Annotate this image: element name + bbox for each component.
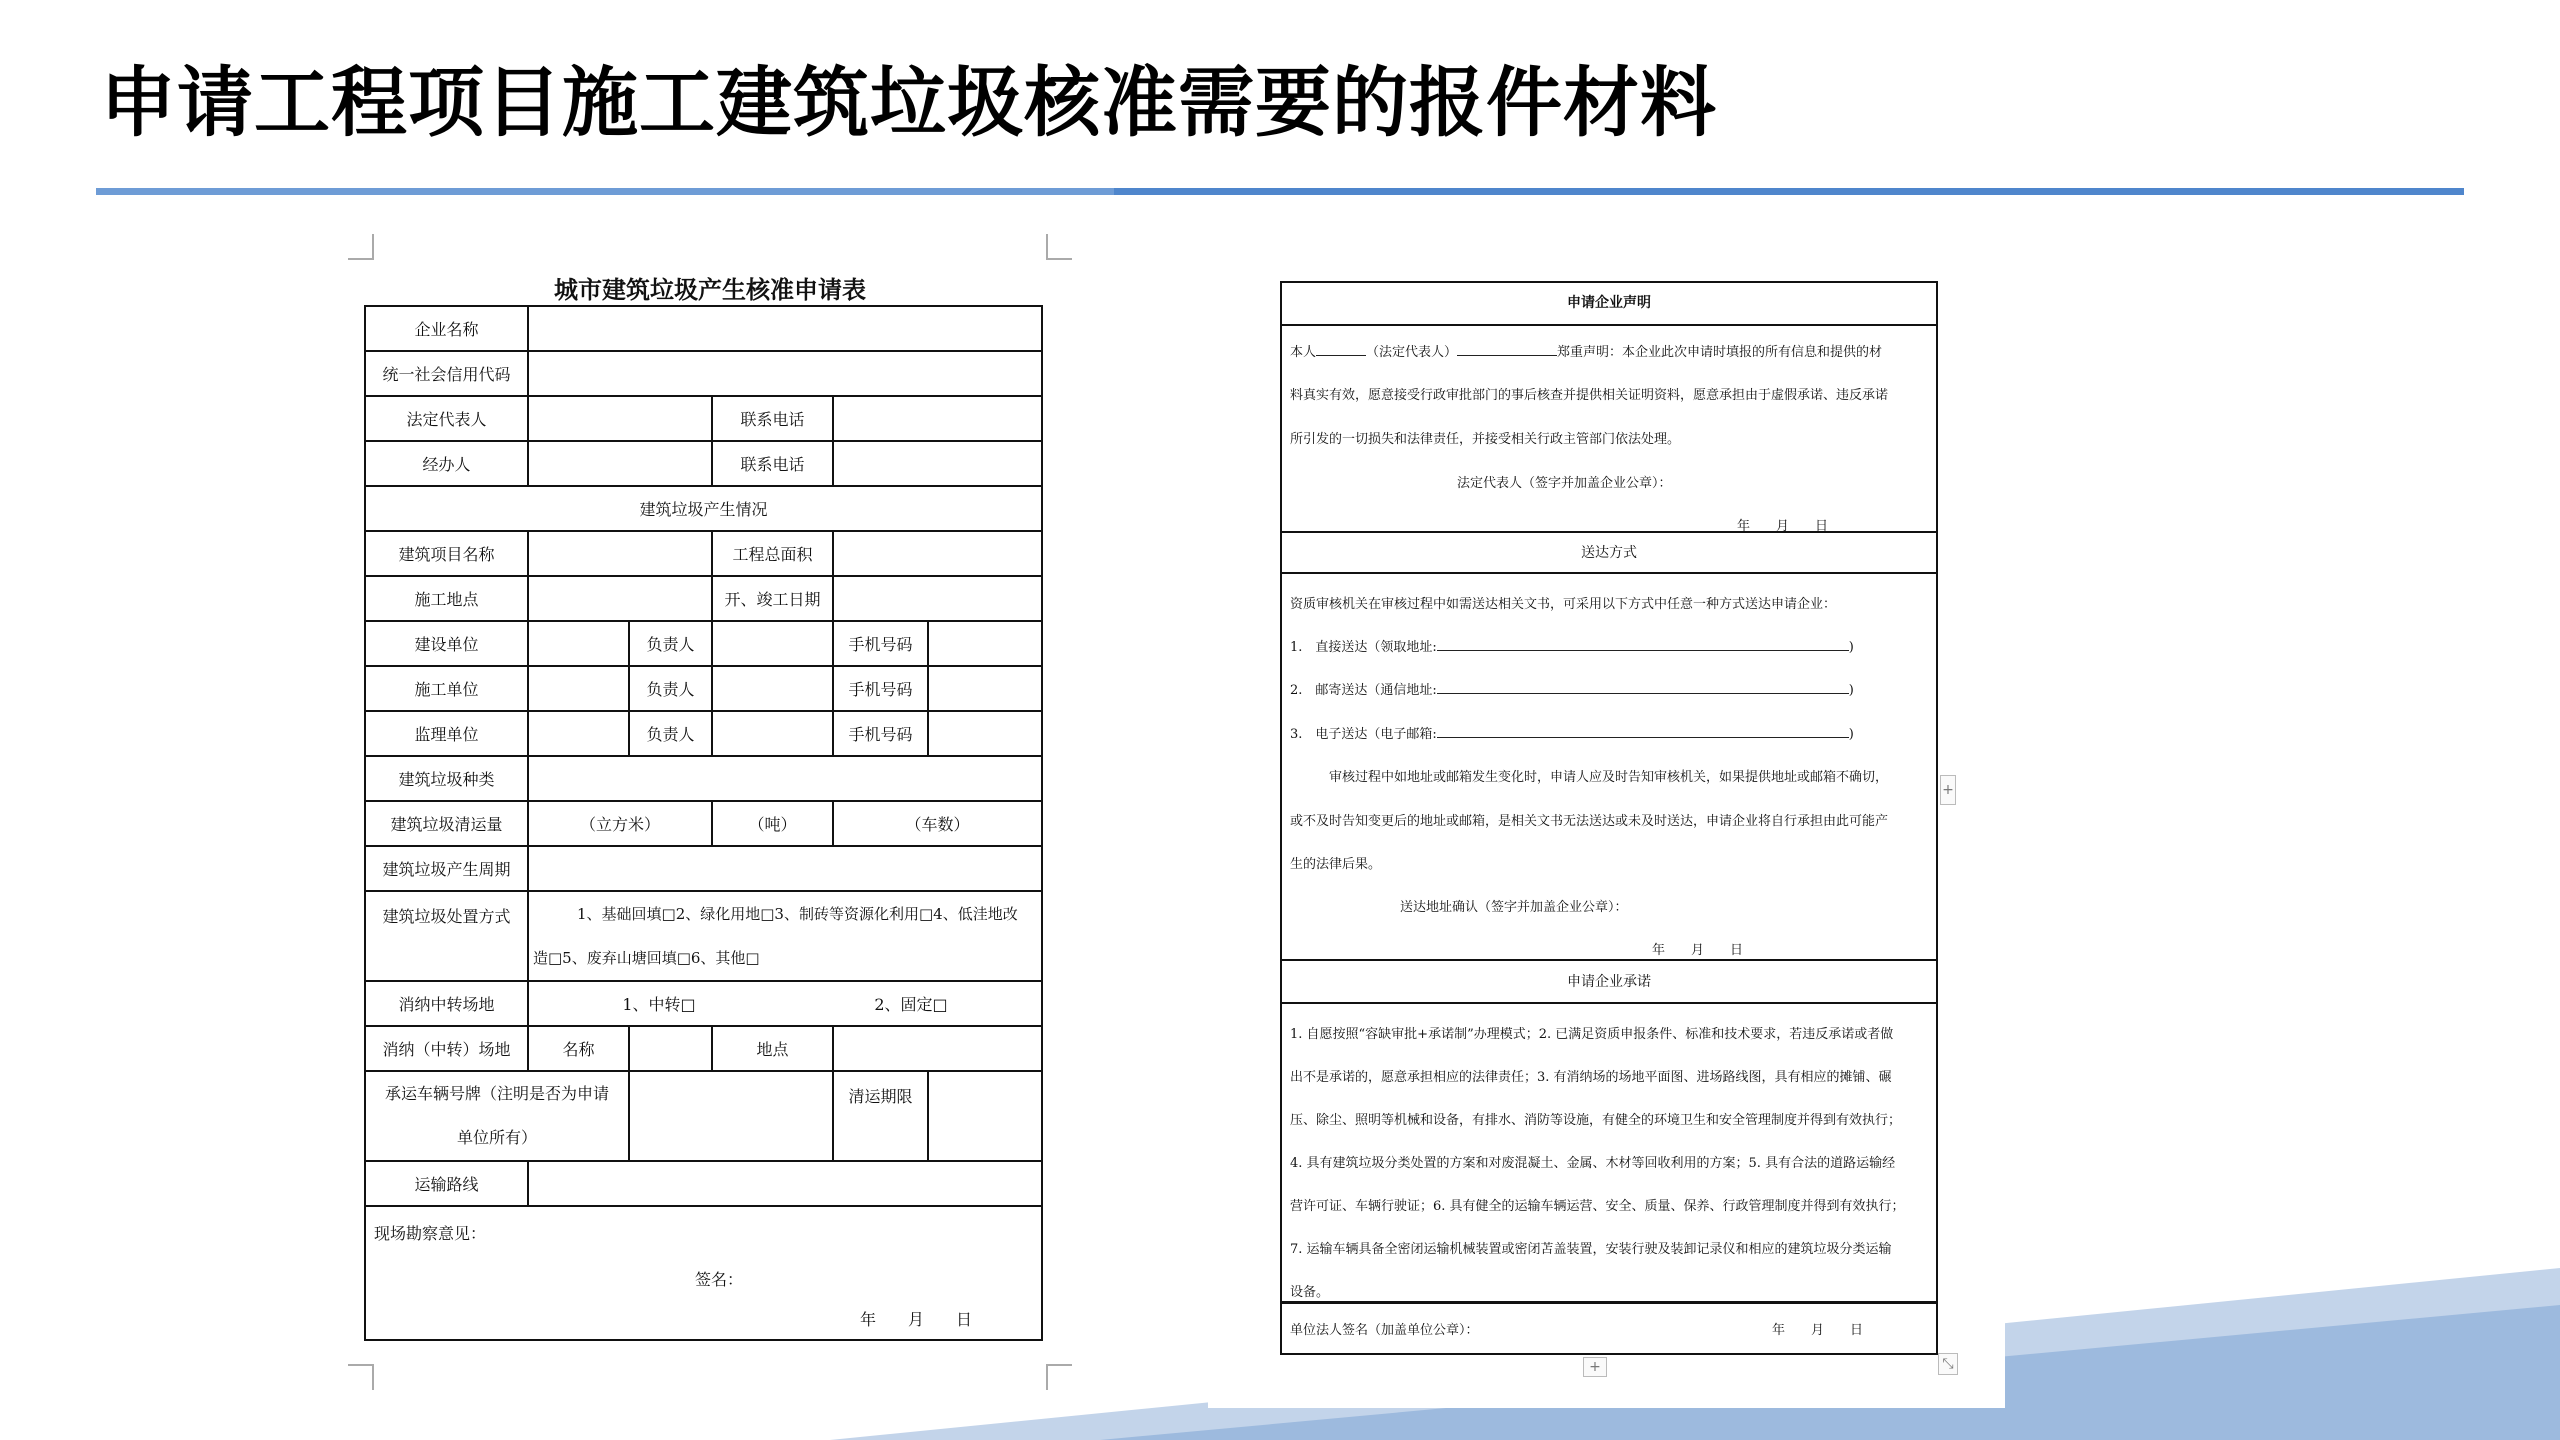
value-cell (833, 396, 1042, 441)
label: 施工地点 (365, 576, 528, 621)
value-cell (528, 666, 629, 711)
text-line: 压、除尘、照明等机械和设备，有排水、消防等设施，有健全的环境卫生和安全管理制度并得到有效执行； (1290, 1113, 1902, 1128)
disposal-line: 1、基础回填□2、绿化用地□3、制砖等资源化利用□4、低洼地改 (577, 905, 1018, 923)
value-cell (928, 621, 1042, 666)
section-header: 申请企业声明 (1282, 283, 1936, 326)
label: 建设单位 (365, 621, 528, 666)
label: 单位所有） (456, 1128, 537, 1147)
text-line: 或不及时告知变更后的地址或邮箱，是相关文书无法送达或未及时送达，申请企业将自行承担由此可能产 (1290, 814, 1889, 829)
label: 建筑垃圾种类 (365, 756, 528, 801)
value-cell (528, 1161, 1042, 1206)
text-line: 出不是承诺的，愿意承担相应的法律责任；3. 有消纳场的场地平面图、进场路线图，具有相应的摊铺、碾 (1290, 1070, 1892, 1085)
label: 建筑项目名称 (365, 531, 528, 576)
text-line: 审核过程中如地址或邮箱发生变化时，申请人应及时告知审核机关，如果提供地址或邮箱不确切， (1290, 770, 1889, 785)
option-transfer: 1、中转□ (622, 995, 696, 1014)
value-cell (528, 441, 712, 486)
section-header: 送达方式 (1282, 531, 1936, 574)
value-cell (833, 441, 1042, 486)
signature-label: 单位法人签名（加盖单位公章）： (1290, 1323, 1479, 1338)
label: 建筑垃圾产生周期 (365, 846, 528, 891)
date-label: 年 月 日 (1652, 943, 1744, 958)
signature-label: 法定代表人（签字并加盖企业公章）： (1457, 476, 1672, 491)
value-cell (629, 1071, 833, 1161)
label: 清运期限 (833, 1071, 928, 1161)
text-line: 料真实有效，愿意接受行政审批部门的事后核查并提供相关证明资料，愿意承担由于虚假承诺、违反承诺 (1290, 388, 1889, 403)
value-cell (712, 711, 833, 756)
survey-cell (365, 1206, 1042, 1340)
label: 名称 (528, 1026, 629, 1071)
label: 企业名称 (365, 306, 528, 351)
label: 负责人 (629, 621, 712, 666)
section-header: 申请企业承诺 (1282, 959, 1936, 1004)
unit-trucks: （车数） (833, 801, 1042, 846)
value-cell (528, 756, 1042, 801)
label: 监理单位 (365, 711, 528, 756)
resize-handle-icon[interactable]: ⤡ (1938, 1353, 1958, 1375)
label: 经办人 (365, 441, 528, 486)
label: 法定代表人 (365, 396, 528, 441)
value-cell (833, 1026, 1042, 1071)
label: 消纳（中转）场地 (365, 1026, 528, 1071)
label: 联系电话 (712, 396, 833, 441)
delivery-method: 3. 电子送达（电子邮箱: ) (1290, 727, 1854, 742)
value-cell (712, 621, 833, 666)
label: 联系电话 (712, 441, 833, 486)
label: 承运车辆号牌（注明是否为申请 (384, 1084, 609, 1103)
section-header: 建筑垃圾产生情况 (365, 486, 1042, 531)
value-cell (528, 621, 629, 666)
text-line: 本人 （法定代表人） 郑重声明：本企业此次申请时填报的所有信息和提供的材 (1290, 345, 1883, 360)
value-cell (928, 666, 1042, 711)
title-divider (96, 188, 2464, 195)
value-cell (629, 1026, 712, 1071)
sign-label: 签名： (695, 1270, 744, 1289)
value-cell (528, 846, 1042, 891)
delivery-method: 1. 直接送达（领取地址: ) (1290, 640, 1854, 655)
text-line: 1. 自愿按照“容缺审批+承诺制”办理模式；2. 已满足资质申报条件、标准和技术要求，若违反承诺或者做 (1290, 1027, 1894, 1042)
unit-cubic: （立方米） (528, 801, 712, 846)
text-line: 4. 具有建筑垃圾分类处置的方案和对废混凝土、金属、木材等回收利用的方案；5. 具有合法的道路运输经 (1290, 1156, 1896, 1171)
date-label: 年 月 日 (1737, 519, 1829, 534)
signature-label: 送达地址确认（签字并加盖企业公章）： (1400, 900, 1628, 915)
text-line: 设备。 (1290, 1285, 1330, 1300)
page-corner-mark (1046, 234, 1072, 260)
option-fixed: 2、固定□ (874, 995, 948, 1014)
value-cell (528, 351, 1042, 396)
declaration-box (1280, 281, 1938, 1355)
label: 手机号码 (833, 621, 928, 666)
label: 消纳中转场地 (365, 981, 528, 1026)
value-cell (528, 306, 1042, 351)
date-label: 年 月 日 (860, 1310, 973, 1329)
value-cell (528, 576, 712, 621)
text-line: 生的法律后果。 (1290, 857, 1382, 872)
label: 施工单位 (365, 666, 528, 711)
vehicle-label (365, 1071, 629, 1161)
label: 手机号码 (833, 666, 928, 711)
label: 运输路线 (365, 1161, 528, 1206)
unit-ton: （吨） (712, 801, 833, 846)
declaration-form-image (1208, 250, 2005, 1408)
slide-title: 申请工程项目施工建筑垃圾核准需要的报件材料 (100, 58, 1717, 147)
page-corner-mark (348, 234, 374, 260)
value-cell (833, 531, 1042, 576)
value-cell (712, 666, 833, 711)
text-line: 7. 运输车辆具备全密闭运输机械装置或密闭苫盖装置，安装行驶及装卸记录仪和相应的建筑垃圾分类运输 (1290, 1242, 1892, 1257)
label: 负责人 (629, 666, 712, 711)
label: 开、竣工日期 (712, 576, 833, 621)
value-cell (928, 711, 1042, 756)
label: 工程总面积 (712, 531, 833, 576)
application-form-image (330, 220, 1090, 1400)
page-corner-mark (348, 1364, 374, 1390)
label: 建筑垃圾清运量 (365, 801, 528, 846)
text-line: 营许可证、车辆行驶证；6. 具有健全的运输车辆运营、安全、质量、保养、行政管理制度并得到有效执行； (1290, 1199, 1905, 1214)
label: 建筑垃圾处置方式 (365, 891, 528, 981)
label: 地点 (712, 1026, 833, 1071)
label: 手机号码 (833, 711, 928, 756)
form-title: 城市建筑垃圾产生核准申请表 (554, 276, 866, 304)
label: 负责人 (629, 711, 712, 756)
value-cell (928, 1071, 1042, 1161)
text-line: 资质审核机关在审核过程中如需送达相关文书，可采用以下方式中任意一种方式送达申请企业： (1290, 597, 1837, 612)
value-cell (528, 531, 712, 576)
add-column-button[interactable]: + (1940, 775, 1956, 805)
delivery-method: 2. 邮寄送达（通信地址: ) (1290, 683, 1854, 698)
value-cell (528, 396, 712, 441)
value-cell (528, 711, 629, 756)
page-corner-mark (1046, 1364, 1072, 1390)
text-line: 所引发的一切损失和法律责任，并接受相关行政主管部门依法处理。 (1290, 432, 1681, 447)
survey-label: 现场勘察意见： (374, 1224, 487, 1243)
add-row-button[interactable]: + (1583, 1357, 1607, 1377)
transfer-options (528, 981, 1042, 1026)
value-cell (833, 576, 1042, 621)
application-table (364, 305, 1043, 1341)
disposal-line: 造□5、废弃山塘回填□6、其他□ (533, 949, 760, 967)
date-label: 年 月 日 (1772, 1323, 1864, 1338)
disposal-options (528, 891, 1042, 981)
label: 统一社会信用代码 (365, 351, 528, 396)
